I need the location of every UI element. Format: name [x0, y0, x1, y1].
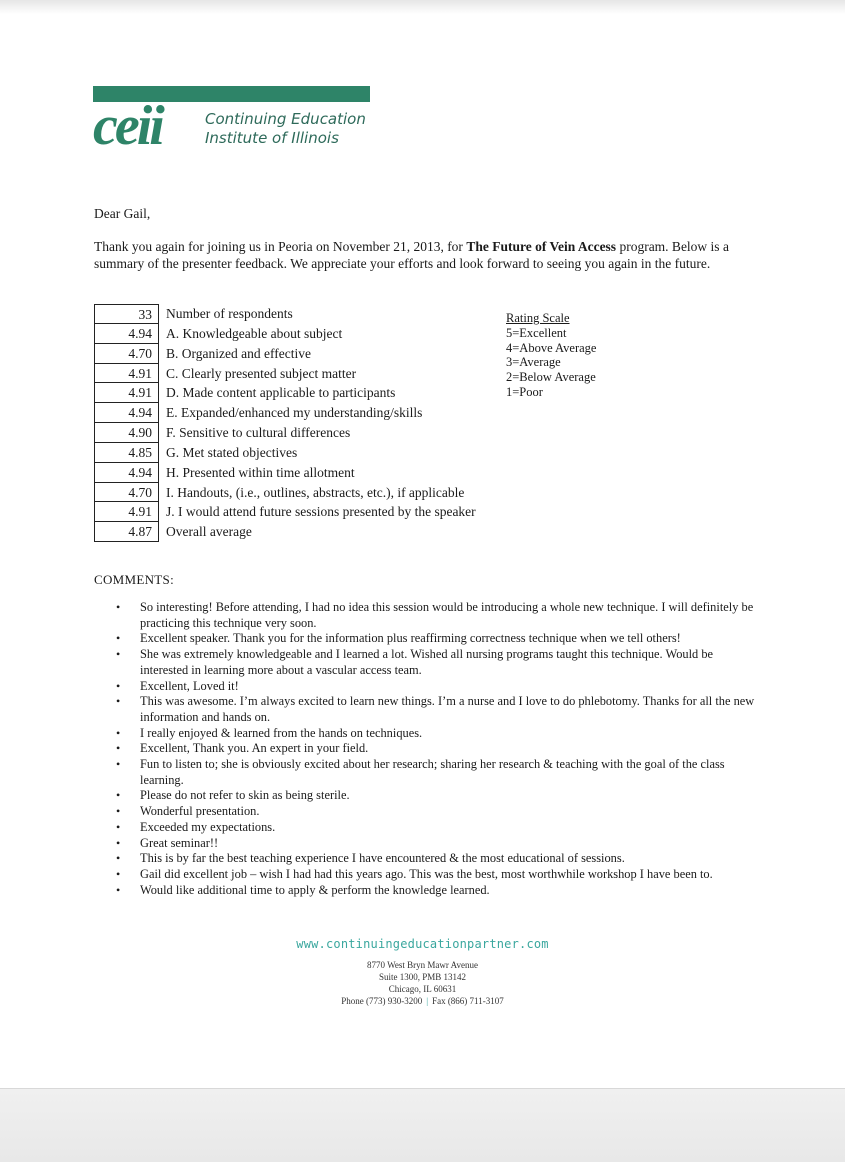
score-cell: 4.94: [94, 463, 159, 483]
bullet-icon: •: [116, 757, 121, 772]
fax-number: Fax (866) 711-3107: [432, 996, 504, 1006]
bullet-icon: •: [116, 835, 121, 850]
criterion-label: A. Knowledgeable about subject: [166, 325, 343, 341]
comment-item: [116, 694, 756, 725]
comment-text: Excellent, Loved it!: [140, 678, 239, 693]
criterion-label: C. Clearly presented subject matter: [166, 365, 357, 381]
intro-text-after: program. Below is a summary of the presenter feedback. We appreciate your efforts and look forward to seeing you again in the future.: [94, 239, 729, 271]
bullet-icon: •: [116, 678, 121, 693]
criterion-label: G. Met stated objectives: [166, 444, 298, 460]
comment-item: [116, 788, 756, 804]
comment-item: [116, 883, 756, 899]
comment-item: [116, 631, 756, 647]
rating-scale-item: 3=Average: [506, 355, 561, 370]
institute-name: [205, 110, 366, 148]
comment-item: [116, 867, 756, 883]
criterion-label: Overall average: [166, 524, 252, 540]
score-cell: 4.94: [94, 403, 159, 423]
comment-item: [116, 647, 756, 678]
score-cell: 4.91: [94, 364, 159, 384]
criterion-label: D. Made content applicable to participants: [166, 385, 396, 401]
comment-item: [116, 820, 756, 836]
comments-list: [116, 600, 756, 898]
bullet-icon: •: [116, 631, 121, 646]
comment-text: Great seminar!!: [140, 835, 219, 850]
comment-text: This was awesome. I’m always excited to learn new things. I’m a nurse and I love to do phlebotomy. Thanks for all the new information and hands on.: [140, 694, 755, 724]
comment-item: [116, 726, 756, 742]
letterhead-logo: [93, 84, 371, 157]
criterion-label: E. Expanded/enhanced my understanding/skills: [166, 405, 423, 421]
comment-text: She was extremely knowledgeable and I learned a lot. Wished all nursing programs taught this technique. Would be interested in learning more about a vascular access team.: [140, 647, 714, 677]
comment-text: Would like additional time to apply & perform the knowledge learned.: [140, 882, 490, 897]
bullet-icon: •: [116, 725, 121, 740]
bullet-icon: •: [116, 600, 121, 614]
website-link[interactable]: www.continuingeducationpartner.com: [296, 937, 549, 951]
intro-text-before: Thank you again for joining us in Peoria on November 21, 2013, for: [94, 239, 467, 254]
scan-shadow-bottom: [0, 1088, 845, 1162]
contact-separator: |: [426, 996, 429, 1006]
criterion-label: I. Handouts, (i.e., outlines, abstracts, etc.), if applicable: [166, 484, 465, 500]
bullet-icon: •: [116, 647, 121, 662]
comment-text: I really enjoyed & learned from the hands on techniques.: [140, 725, 423, 740]
footer: [0, 937, 845, 1007]
phone-number: Phone (773) 930-3200: [341, 996, 423, 1006]
intro-paragraph: [94, 238, 754, 272]
comment-text: So interesting! Before attending, I had no idea this session would be introducing a whole new technique. I will definitely be practicing this technique very soon.: [140, 600, 754, 630]
bullet-icon: •: [116, 788, 121, 803]
bullet-icon: •: [116, 741, 121, 756]
address-line1: 8770 West Bryn Mawr Avenue: [367, 960, 478, 970]
comment-text: Please do not refer to skin as being sterile.: [140, 788, 350, 803]
rating-scale-title: Rating Scale: [506, 311, 570, 325]
comment-text: Wonderful presentation.: [140, 804, 260, 819]
comment-item: [116, 851, 756, 867]
bullet-icon: •: [116, 866, 121, 881]
address-line3: Chicago, IL 60631: [388, 984, 457, 994]
comment-item: [116, 679, 756, 695]
criterion-label: J. I would attend future sessions presented by the speaker: [166, 504, 476, 520]
rating-scale-item: 5=Excellent: [506, 325, 567, 340]
comment-text: Exceeded my expectations.: [140, 819, 276, 834]
criterion-label: Number of respondents: [166, 306, 293, 321]
comment-text: This is by far the best teaching experience I have encountered & the most educational of sessions.: [140, 851, 625, 866]
bullet-icon: •: [116, 851, 121, 866]
score-cell: 4.91: [94, 383, 159, 403]
score-cell: 4.90: [94, 423, 159, 443]
comments-heading: COMMENTS:: [94, 572, 174, 587]
rating-scale-item: 1=Poor: [506, 384, 543, 399]
scan-shadow-top: [0, 0, 845, 14]
institute-name-line1: Continuing Education: [205, 110, 366, 128]
criterion-label: H. Presented within time allotment: [166, 464, 355, 480]
rating-scale-item: 4=Above Average: [506, 340, 597, 355]
rating-scale-item: 2=Below Average: [506, 370, 596, 385]
logo-mark: ceii: [93, 95, 162, 157]
score-cell: 4.85: [94, 443, 159, 463]
criterion-label: F. Sensitive to cultural differences: [166, 425, 351, 441]
comment-item: [116, 836, 756, 852]
score-cell: 4.70: [94, 483, 159, 503]
bullet-icon: •: [116, 804, 121, 819]
score-cell: 4.91: [94, 502, 159, 522]
salutation: Dear Gail,: [94, 206, 151, 221]
comment-text: Gail did excellent job – wish I had had this years ago. This was the best, most worthwhile workshop I have been to.: [140, 866, 713, 881]
program-name: The Future of Vein Access: [466, 239, 617, 254]
comment-item: [116, 600, 756, 631]
comment-text: Excellent, Thank you. An expert in your field.: [140, 741, 369, 756]
score-cell: 4.70: [94, 344, 159, 364]
score-cell: 4.94: [94, 324, 159, 344]
rating-scale-items: [506, 326, 596, 400]
comment-text: Excellent speaker. Thank you for the information plus reaffirming correctness technique when we tell others!: [140, 631, 681, 646]
institute-name-line2: Institute of Illinois: [205, 129, 339, 147]
criterion-label: B. Organized and effective: [166, 345, 311, 361]
comment-item: [116, 757, 756, 788]
comment-text: Fun to listen to; she is obviously excited about her research; sharing her research & teaching with the goal of the class learning.: [140, 757, 725, 787]
score-cell: 33: [94, 304, 159, 324]
address-line2: Suite 1300, PMB 13142: [378, 972, 466, 982]
bullet-icon: •: [116, 819, 121, 834]
bullet-icon: •: [116, 694, 121, 709]
comment-item: [116, 804, 756, 820]
contact-line: [0, 995, 845, 1007]
comment-item: [116, 741, 756, 757]
rating-scale: [506, 311, 596, 400]
score-cell: 4.87: [94, 522, 159, 542]
bullet-icon: •: [116, 882, 121, 897]
